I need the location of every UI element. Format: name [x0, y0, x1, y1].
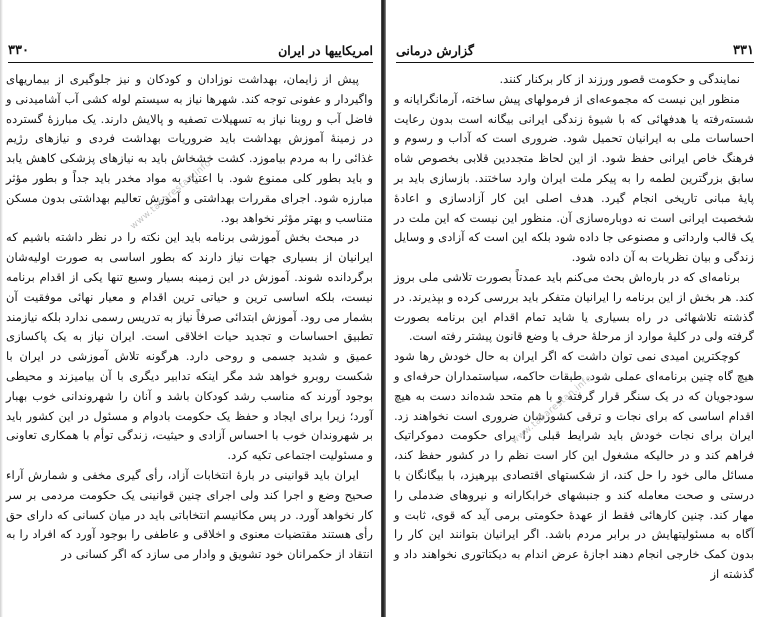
left-running-title: امریکاییها در ایران — [278, 42, 373, 58]
right-page — [386, 0, 768, 617]
right-paragraph-4: کوچکترین امیدی نمی توان داشت که اگر ایران به حال خودش رها شود هیچ گاه چنین برنامه‌ای عملی شود. طبقات حاکمه، سیاستمداران حرفه‌ای و سودجویان که در یک سنگر قرار گرفته و با هم متحد شده‌اند دست به هیچ اقدام اساسی که برای نجات و ترقی کشورشان ضروری است نخواهند زد. ایران برای نجات خودش باید شرایط قبلی را برای حکومت دموکراتیک فراهم کند و در حالیکه مشغول این کار است نظم را در کشور حفظ کند، مسائل مالی خود را حل کند، از شکستهای اقتصادی بپرهیزد، با بیگانگان با درستی و صحت معامله کند و جنبشهای خرابکارانه و نیروهای ضدملی را مهار کند. چنین کارهائی فقط از عهدهٔ حکومتی برمی آید که قوی، ثابت و آگاه به مسئولیتهایش در برابر مردم باشد. اگر ایرانیان بتوانند این کار را بدون کمک خارجی انجام دهند اجازهٔ عرض اندام به دیکتاتوری نخواهند داد و گذشته از — [394, 349, 754, 581]
left-paragraph-1: پیش از زایمان، بهداشت نوزادان و کودکان و نیز جلوگیری از بیماریهای واگیردار و عفونی توجه کند. شهرها نیاز به سیستم لوله کشی آب آشامیدنی و فاضل آب و روبنا نیاز به تسهیلات تصفیه و پالایش دارند. یک مبارزهٔ گسترده در زمینهٔ آموزش بهداشت باید ضروریات بهداشت فردی و نیازهای رژیم غذائی را به مردم بیاموزد. کشت خشخاش باید به نیازهای پزشکی کاهش یابد و باید بطور کلی ممنوع شود. با اعتیاد به مواد مخدر باید جداً و بطور مؤثر مبارزه شود. اجرای مقررات بهداشتی و آموزش تعالیم بهداشتی بدون مسکن متناسب و بهتر مؤثر نخواهد بود. — [6, 72, 373, 225]
left-paragraph-3: ایران باید قوانینی در بارهٔ انتخابات آزاد، رأی گیری مخفی و شمارش آراء صحیح وضع و اجرا کند ولی اجرای چنین قوانینی یک حکومت مردمی بر سر کار نخواهد آورد. در پس مکانیسم انتخاباتی باید در میان کسانی که دارای حق رأی هستند مقتضیات معنوی و اخلاقی و عاطفی را بوجود آورد که افراد را به انتقاد از حکمرانان خود تشویق و وادار می سازد که اگر کسانی در — [6, 467, 373, 562]
right-header-rule — [396, 62, 754, 63]
right-paragraph-1: نمایندگی و حکومت قصور ورزند از کار برکنار کنند. — [499, 72, 740, 86]
right-page-header — [396, 38, 754, 62]
page-edge-shadow — [0, 0, 3, 617]
left-header-rule — [8, 62, 373, 63]
right-running-title: گزارش درمانی — [396, 42, 474, 58]
watermark-text: www.tabarestan.info — [128, 158, 214, 232]
right-paragraph-2: منظور این نیست که مجموعه‌ای از فرمولهای پیش ساخته، آرمانگرایانه و شسته‌رفته یا هدفهائی که با شیوهٔ زندگی ایرانی بیگانه است بدون رعایت احساسات ملی به ایرانیان تحمیل شود. ضروری است که آداب و رسوم و فرهنگ خاص ایرانی حفظ شود. از این لحاظ متجددین قلابی بخصوص شاه سابق بزرگترین لطمه را به پیکر ملت ایران وارد ساختند. بازسازی باید بر پایهٔ مبانی تاریخی انجام گیرد. هدف اصلی این کار آزادسازی و اعادهٔ شخصیت ایرانی است نه دوباره‌سازی آن. منظور این نیست که این ملت در یک قالب وارداتی و مصنوعی جا داده شود بلکه این است که آزادی و وسایل زندگی و بیان نظریات به آن داده شود. — [394, 91, 754, 265]
left-paragraph-2: در مبحث بخش آموزشی برنامه باید این نکته را در نظر داشته باشیم که ایرانیان از بسیاری جهات نیاز دارند که بطور اساسی به صورت اولیه‌شان برگردانده شوند. آموزش در این زمینه بسیار وسیع تنها یکی از اقدام برنامه نیست، بلکه اساسی ترین و حیاتی ترین اقدام و معیار نهائی موفقیت آن بشمار می رود. آموزش ابتدائی صرفاً نیاز به تدریس رسمی ندارد بلکه نیازمند تطبیق احساسات و تجدید حیات اخلاقی است. ایران نیاز به یک پاکسازی عمیق و شدید جسمی و روحی دارد. هرگونه تلاش آموزشی در ایران با شکست روبرو خواهد شد مگر اینکه تدابیر دیگری با آن بیامیزند و محیطی بوجود آورند که مناسب رشد کودکان باشد و آنان را شهروندانی خوب بهبار آورد؛ زیرا برای ایجاد و حفظ یک حکومت بادوام و مسئول در این کشور باید بر شهروندان خوب با احساس آزادی و حیثیت، زندگی توأم با همکاری تعاونی و مسئولیت اجتماعی تکیه کرد. — [6, 230, 373, 463]
left-page-number: ۳۳۰ — [8, 42, 29, 58]
right-page-number: ۳۳۱ — [733, 42, 754, 58]
right-paragraph-3: برنامه‌ای که در باره‌اش بحث می‌کنم باید عمدتاً بصورت تلاشی ملی بروز کند. هر بخش از این برنامه را ایرانیان متفکر باید بررسی کرده و بپذیرند. در گذشته تلاشهائی در راه بسیاری یا شاید تمام اقدام این برنامه بصورت گرفته ولی در کلیهٔ موارد از مرحلهٔ حرف یا وضع قانون پیشتر رفته است. — [394, 269, 754, 344]
left-page-body — [6, 70, 373, 565]
right-page-body — [394, 70, 754, 585]
watermark-text: www.tabarestan.info — [509, 373, 595, 447]
left-page — [0, 0, 381, 617]
left-page-header — [8, 38, 373, 62]
